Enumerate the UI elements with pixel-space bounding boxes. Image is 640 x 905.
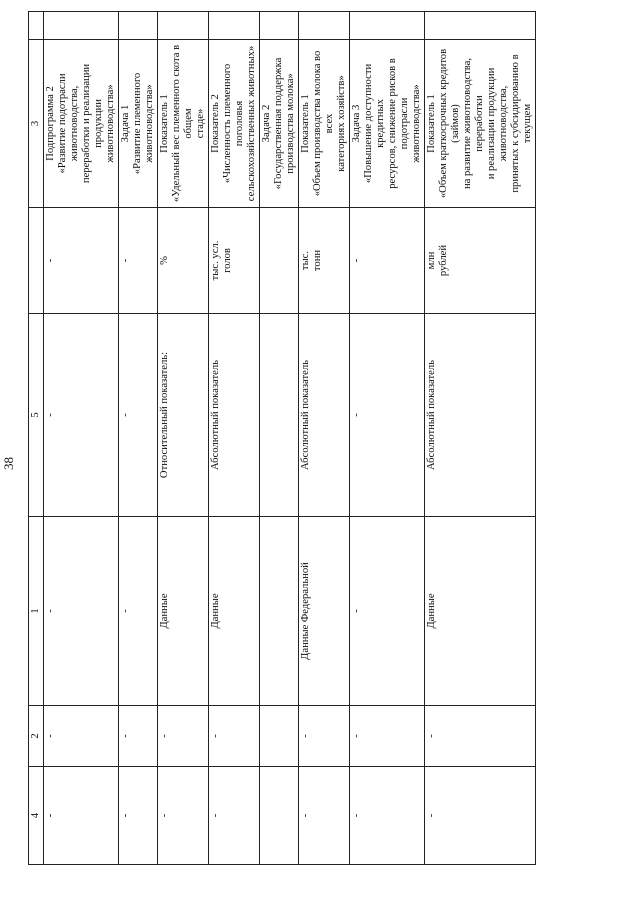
table-cell-col2: Относительный показатель: <box>158 314 209 517</box>
table-cell-col0: Подпрограмма 2 «Развитие подотрасли животноводства, переработки и реализации продукции животноводства» <box>44 40 119 208</box>
table-cell-col3: - <box>44 517 119 706</box>
table-cell-col5: - <box>44 767 119 865</box>
table-row <box>209 12 260 865</box>
table-cell-col0: Задача 3 «Повышение доступности кредитных ресурсов, снижение рисков в подотрасли животноводства» <box>350 40 425 208</box>
table-cell-col6 <box>158 12 209 40</box>
table-cell-col3 <box>260 517 299 706</box>
table-cell-col6 <box>425 12 536 40</box>
table-cell-col6 <box>350 12 425 40</box>
table-cell-col4: - <box>209 706 260 767</box>
table-cell-col5: - <box>425 767 536 865</box>
table-cell-col3: - <box>350 517 425 706</box>
table-cell-col1: млн рублей <box>425 208 536 314</box>
table-cell-col5: - <box>119 767 158 865</box>
table-cell-col3: Данные Федеральной <box>299 517 350 706</box>
table-cell-col0: Показатель 2 «Численность племенного поголовья сельскохозяйственных животных» <box>209 40 260 208</box>
table-cell-col3: Данные <box>209 517 260 706</box>
table-cell-col5: - <box>299 767 350 865</box>
table-cell-col5: - <box>209 767 260 865</box>
table-cell-col0: Показатель 1 «Объем краткосрочных кредитов (займов) на развитие животноводства, переработки и реализации продукции животноводства, принятых к субсидированию в текущем <box>425 40 536 208</box>
header-cell: 3 <box>29 40 44 208</box>
table-cell-col2: Абсолютный показатель <box>209 314 260 517</box>
table-cell-col2: - <box>44 314 119 517</box>
header-cell <box>29 208 44 314</box>
table-cell-col6 <box>260 12 299 40</box>
header-cell: 5 <box>29 314 44 517</box>
table-row <box>44 12 119 865</box>
table-cell-col5: - <box>158 767 209 865</box>
table-cell-col3: - <box>119 517 158 706</box>
table-cell-col0: Показатель 1 «Удельный вес племенного скота в общем стаде» <box>158 40 209 208</box>
header-cell: 2 <box>29 706 44 767</box>
table-row <box>158 12 209 865</box>
table-cell-col1 <box>260 208 299 314</box>
table-cell-col1: - <box>44 208 119 314</box>
table-row <box>425 12 536 865</box>
table-cell-col0: Задача 2 «Государственная поддержка производства молока» <box>260 40 299 208</box>
header-cell <box>29 12 44 40</box>
table-cell-col1: - <box>350 208 425 314</box>
table-row <box>350 12 425 865</box>
table-cell-col0: Показатель 1 «Объем производства молока во всех категориях хозяйств» <box>299 40 350 208</box>
header-cell: 1 <box>29 517 44 706</box>
table-cell-col5: - <box>350 767 425 865</box>
table-cell-col4: - <box>299 706 350 767</box>
table-cell-col6 <box>119 12 158 40</box>
table-cell-col6 <box>44 12 119 40</box>
table-cell-col6 <box>299 12 350 40</box>
table-cell-col3: Данные <box>425 517 536 706</box>
table-row <box>119 12 158 865</box>
indicators-table <box>28 11 536 865</box>
table-cell-col2: Абсолютный показатель <box>299 314 350 517</box>
table-cell-col1: % <box>158 208 209 314</box>
table-cell-col0: Задача 1 «Развитие племенного животноводства» <box>119 40 158 208</box>
table-cell-col1: - <box>119 208 158 314</box>
table-cell-col2: Абсолютный показатель <box>425 314 536 517</box>
table-cell-col4: - <box>350 706 425 767</box>
table-cell-col6 <box>209 12 260 40</box>
page-number: 38 <box>1 457 16 470</box>
table-row <box>260 12 299 865</box>
header-cell: 4 <box>29 767 44 865</box>
table-cell-col4: - <box>119 706 158 767</box>
table-cell-col2 <box>260 314 299 517</box>
table-cell-col4: - <box>44 706 119 767</box>
table-cell-col4: - <box>158 706 209 767</box>
table-cell-col5 <box>260 767 299 865</box>
table-cell-col1: тыс. усл. голов <box>209 208 260 314</box>
table-cell-col4 <box>260 706 299 767</box>
header-row <box>29 12 44 865</box>
table-cell-col2: - <box>119 314 158 517</box>
table-cell-col4: - <box>425 706 536 767</box>
table-cell-col2: - <box>350 314 425 517</box>
table-cell-col1: тыс. тонн <box>299 208 350 314</box>
table-cell-col3: Данные <box>158 517 209 706</box>
table-row <box>299 12 350 865</box>
